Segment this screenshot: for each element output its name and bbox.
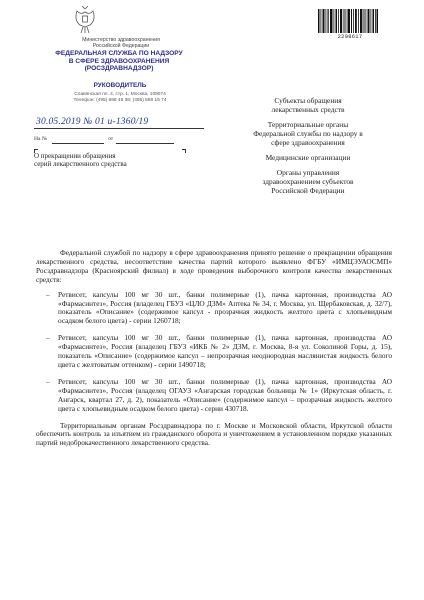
recipients-block — [228, 96, 388, 201]
list-dash: – — [46, 289, 50, 299]
reference-line — [34, 136, 113, 142]
barcode-icon — [318, 9, 378, 33]
registration-underline — [34, 128, 204, 129]
address-block: Славянская пл. 4, стр. 1, Москва, 109074 Телефон: (495) 698 45 38; (495) 698 15 74 — [73, 92, 167, 104]
recipient-4: Органы управления здравоохранением субъектов Российской Федерации — [262, 168, 354, 195]
lot-item: – Ретвисет, капсулы 100 мг 30 шт., банки полимерные (1), пачка картонная, производства АО «Фармасинтез», Россия (владелец ОГАУЗ «Ангарская городская больница № 1» (Иркутская область, г. Ангарск, квартал 27, д. 2), показатель «Описание» (содержимое капсул – прозрачная жидкость желтого цвета с хлопьевидным осадком белого цвета) - серии 430718. — [46, 376, 392, 413]
reference-number-label: На № — [34, 136, 48, 142]
lot-list — [36, 291, 392, 414]
reference-number-underline — [52, 143, 104, 144]
reference-from-label: от — [108, 136, 114, 142]
eagle-emblem-icon — [72, 5, 98, 35]
recipient-1: Субъекты обращения лекарственных средств — [271, 96, 345, 114]
recipient-3: Медицинские организации — [265, 153, 351, 162]
intro-paragraph: Федеральной службой по надзору в сфере здравоохранения принято решение о прекращении обращения лекарственного средства, несоответствие качества партий которого выявлено ФГБУ «ИМЦЭУАОСМП» Росздравнадзора (Красноярский филиал) в ходе проведения выборочного контроля качества лекарственных средств: — [36, 248, 392, 284]
registration-date-number: 30.05.2019 № 01 и-1360/19 — [36, 117, 149, 127]
lot-item: – Ретвисет, капсулы 100 мг 30 шт., банки полимерные (1), пачка картонная, производства АО «Фармасинтез», Россия (владелец ГБУЗ «ЦЛО ДЗМ» Аптека № 34, г. Москва, ул. Щербаковская, д. 32/7), показатель «Описание» (содержимое капсул - прозрачная жидкость желтого цвета с хлопьевидным осадком белого цвета) - серии 1260718; — [46, 289, 392, 326]
head-title: РУКОВОДИТЕЛЬ — [93, 82, 147, 89]
barcode-number: 2298617 — [337, 34, 363, 40]
final-paragraph: Территориальным органам Росздравнадзора по г. Москве и Московской области, Иркутской области обеспечить контроль за изъятием из гражданского оборота и уничтожением в установленном порядке указанных партий недоброкачественного лекарственного средства. — [36, 420, 392, 448]
letter-body — [36, 249, 392, 448]
recipient-2: Территориальные органы Федеральной службы по надзору в сфере здравоохранения — [253, 120, 363, 147]
list-dash: – — [46, 333, 50, 343]
reference-date-underline — [116, 143, 174, 144]
ministry-name: Министерство здравоохранения Российской Федерации — [82, 37, 160, 49]
agency-name: ФЕДЕРАЛЬНАЯ СЛУЖБА ПО НАДЗОРУ В СФЕРЕ ЗДРАВООХРАНЕНИЯ (РОСЗДРАВНАДЗОР) — [55, 50, 183, 73]
lot-item: – Ретвисет, капсулы 100 мг 30 шт., банки полимерные (1), пачка картонная, производства АО «Фармасинтез», Россия (владелец ГБУЗ «ИКБ № 2» ДЗМ, г. Москва, 8-я ул. Соколиной Горы, д. 15), показатель «Описание» (содержимое капсул – непрозрачная неоднородная маслянистая жидкость белого цвета с желтоватым оттенком) - серии 1490718; — [46, 333, 392, 369]
letter-subject: О прекращении обращения серий лекарственного средства — [34, 152, 127, 169]
list-dash: – — [46, 376, 50, 386]
